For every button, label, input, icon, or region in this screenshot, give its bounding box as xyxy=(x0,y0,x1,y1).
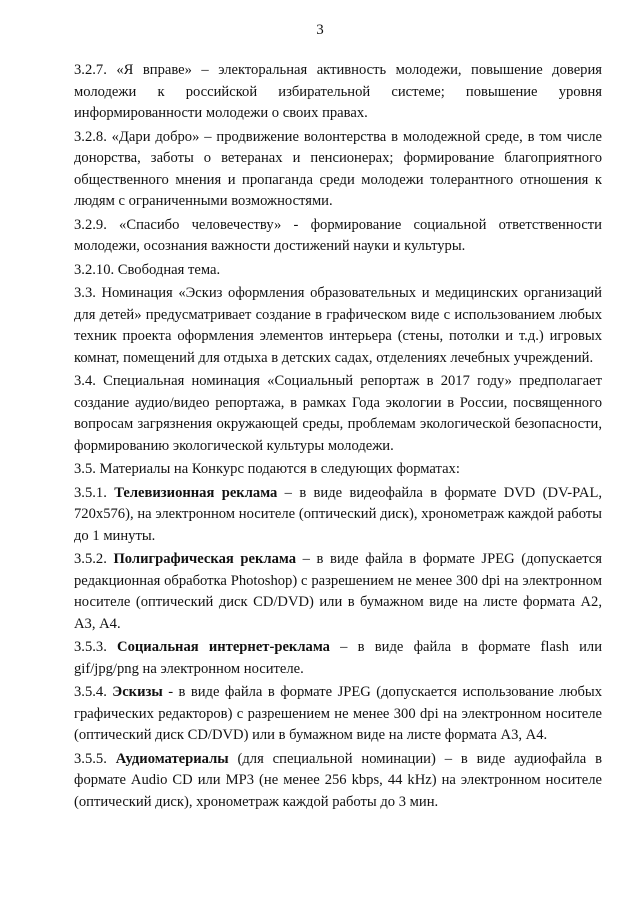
paragraph-bold-term: Эскизы xyxy=(112,684,163,700)
paragraph-3-5-5 xyxy=(74,749,602,814)
paragraph-3-2-7 xyxy=(74,60,602,125)
paragraph-3-5-4 xyxy=(74,682,602,747)
paragraph-3-4 xyxy=(74,371,602,457)
paragraph-3-3 xyxy=(74,283,602,369)
paragraph-text: (для специальной номинации) – в виде аудиофайла в формате Audio CD или MP3 (не менее 256 kbps, 44 kHz) на электронном носителе (оптический диск), хронометраж каждой работы до 3 мин. xyxy=(74,750,603,810)
paragraph-bold-term: Полиграфическая реклама xyxy=(113,551,297,567)
paragraph-3-5-3 xyxy=(74,637,602,680)
paragraph-prefix: 3.5.2. xyxy=(74,551,114,567)
paragraph-3-5 xyxy=(74,459,602,481)
paragraph-3-5-1 xyxy=(74,483,602,548)
paragraph-prefix: 3.5.1. xyxy=(74,484,115,501)
paragraph-3-5-2 xyxy=(74,549,602,635)
paragraph-text: 3.3. Номинация «Эскиз оформления образовательных и медицинских организаций для детей» предусматривает создание в графическом виде с использованием любых техник проекта оформления элементов интерьера (стены, потолки и т.д.) игровых комнат, помещений для отдыха в детских садах, отделениях лечебных учреждений. xyxy=(74,285,602,366)
paragraph-text: – в виде файла в формате JPEG (допускается редакционная обработка Photoshop) с разрешением не менее 300 dpi на электронном носителе (оптический диск CD/DVD) или в бумажном виде на листе формата А2, А3, А4. xyxy=(74,551,602,632)
paragraph-3-2-9 xyxy=(74,215,602,258)
paragraph-text: 3.2.9. «Спасибо человечеству» - формирование социальной ответственности молодежи, осознания важности достижений науки и культуры. xyxy=(74,216,602,254)
paragraph-prefix: 3.5.3. xyxy=(74,639,118,655)
paragraph-text: 3.2.8. «Дари добро» – продвижение волонтерства в молодежной среде, в том числе донорства, заботы о ветеранах и пенсионерах; формирование благоприятного общественного мнения и пропаганда среди молодежи толерантного отношения к людям с ограниченными возможностями. xyxy=(74,128,602,209)
paragraph-prefix: 3.5.4. xyxy=(74,684,113,700)
page-number: 3 xyxy=(316,22,324,38)
paragraph-text: 3.2.7. «Я вправе» – электоральная активность молодежи, повышение доверия молодежи к российской избирательной системе; повышение уровня информированности молодежи о своих правах. xyxy=(74,62,602,121)
paragraph-text: 3.5. Материалы на Конкурс подаются в следующих форматах: xyxy=(74,461,460,477)
paragraph-text: – в виде файла в формате flash или gif/jpg/png на электронном носителе. xyxy=(74,639,603,677)
paragraph-bold-term: Аудиоматериалы xyxy=(115,750,229,767)
paragraph-prefix: 3.5.5. xyxy=(74,750,116,767)
paragraph-bold-term: Социальная интернет-реклама xyxy=(117,639,330,655)
document-body xyxy=(74,60,602,813)
paragraph-text: 3.2.10. Свободная тема. xyxy=(74,261,221,278)
paragraph-text: 3.4. Специальная номинация «Социальный репортаж в 2017 году» предполагает создание аудио/видео репортажа, в рамках Года экологии в России, посвященного вопросам загрязнения окружающей среды, проблемам экологической безопасности, формированию экологической культуры молодежи. xyxy=(74,373,602,454)
paragraph-3-2-8 xyxy=(74,127,602,213)
paragraph-bold-term: Телевизионная реклама xyxy=(114,484,278,501)
paragraph-text: - в виде файла в формате JPEG (допускается использование любых графических редакторов) с разрешением не менее 300 dpi на электронном носителе (оптический диск CD/DVD) или в бумажном виде на листе формата А3, А4. xyxy=(74,684,602,743)
paragraph-3-2-10 xyxy=(74,260,602,282)
paragraph-text: – в виде видеофайла в формате DVD (DV-PAL, 720x576), на электронном носителе (оптический диск), хронометраж каждой работы до 1 минуты. xyxy=(74,484,603,544)
